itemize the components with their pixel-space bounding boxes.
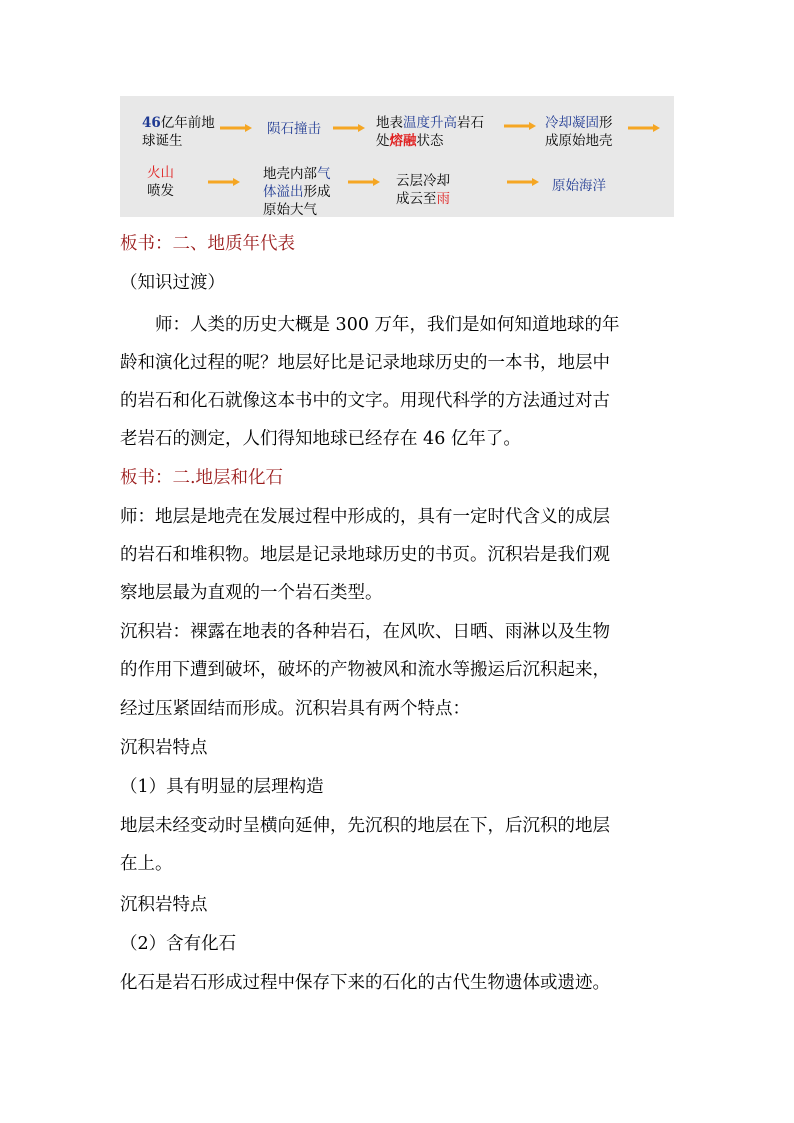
node-line <box>267 120 321 138</box>
node-line <box>552 177 606 195</box>
knowledge-transition-label: （知识过渡） <box>120 273 225 293</box>
arrow-3-icon <box>504 122 536 130</box>
arrow-1-icon <box>220 124 252 132</box>
node-meteorite-impact <box>267 120 321 138</box>
node-cloud-rain <box>396 172 450 208</box>
node-text-segment: 陨石撞击 <box>267 121 321 137</box>
node-primitive-atmosphere <box>263 165 331 219</box>
node-line <box>263 201 331 219</box>
board-heading-geologic-timescale: 板书：二、地质年代表 <box>120 234 295 254</box>
arrow-5-icon <box>208 178 240 186</box>
node-line <box>142 114 215 132</box>
node-text-segment: 46 <box>142 115 161 131</box>
feature-1-desc-line-1: 地层未经变动时呈横向延伸，先沉积的地层在下，后沉积的地层 <box>120 816 610 836</box>
node-text-segment: 球诞生 <box>142 133 183 149</box>
node-text-segment: 形成 <box>303 184 331 200</box>
node-text-segment: 地表 <box>376 115 403 131</box>
node-line <box>263 165 331 183</box>
node-text-segment: 原始海洋 <box>552 178 606 194</box>
feature-2-item: （2）含有化石 <box>120 934 237 954</box>
node-text-segment: 冷却凝固 <box>545 115 599 131</box>
arrow-2-icon <box>333 124 365 132</box>
paragraph-teacher-line-3: 的岩石和化石就像这本书中的文字。用现代科学的方法通过对古 <box>120 391 610 411</box>
paragraph-teacher-line-2: 龄和演化过程的呢？地层好比是记录地球历史的一本书，地层中 <box>120 353 610 373</box>
node-crust-formation <box>545 114 613 150</box>
paragraph-sedimentary-line-2: 的作用下遭到破坏，破坏的产物被风和流水等搬运后沉积起来， <box>120 660 610 680</box>
node-line <box>376 132 484 150</box>
feature-2-title: 沉积岩特点 <box>120 895 208 915</box>
paragraph-teacher-line-1: 师：人类的历史大概是 300 万年，我们是如何知道地球的年 <box>120 315 620 335</box>
node-line <box>545 114 613 132</box>
node-text-segment: 成云至 <box>396 191 437 207</box>
node-line <box>545 132 613 150</box>
node-line <box>396 190 450 208</box>
formation-flow-diagram <box>120 96 674 217</box>
arrow-4-icon <box>628 124 660 132</box>
feature-2-desc-line-1: 化石是岩石形成过程中保存下来的石化的古代生物遗体或遗迹。 <box>120 973 610 993</box>
node-text-segment: 成原始地壳 <box>545 133 613 149</box>
node-earth-birth <box>142 114 215 150</box>
paragraph-sedimentary-line-1: 沉积岩：裸露在地表的各种岩石，在风吹、日晒、雨淋以及生物 <box>120 622 610 642</box>
node-text-segment: 熔融 <box>389 133 417 149</box>
node-volcano-eruption <box>147 164 174 200</box>
arrow-7-icon <box>507 178 539 186</box>
node-line <box>147 164 174 182</box>
board-heading-strata-fossils: 板书：二.地层和化石 <box>120 468 284 488</box>
paragraph-sedimentary-line-3: 经过压紧固结而形成。沉积岩具有两个特点： <box>120 699 470 719</box>
node-text-segment: 喷发 <box>147 183 174 199</box>
node-text-segment: 气 <box>317 166 331 182</box>
node-text-segment: 岩石 <box>457 115 484 131</box>
node-line <box>142 132 215 150</box>
node-primitive-ocean <box>552 177 606 195</box>
node-line <box>263 183 331 201</box>
paragraph-strata-line-1: 师：地层是地壳在发展过程中形成的，具有一定时代含义的成层 <box>120 507 610 527</box>
feature-1-desc-line-2: 在上。 <box>120 854 173 874</box>
feature-1-title: 沉积岩特点 <box>120 738 208 758</box>
paragraph-strata-line-2: 的岩石和堆积物。地层是记录地球历史的书页。沉积岩是我们观 <box>120 545 610 565</box>
node-line <box>147 182 174 200</box>
node-text-segment: 处 <box>376 133 390 149</box>
node-text-segment: 云层冷却 <box>396 173 450 189</box>
node-text-segment: 原始大气 <box>263 202 317 218</box>
node-text-segment: 亿年前地 <box>160 115 215 131</box>
node-text-segment: 状态 <box>416 133 444 149</box>
paragraph-strata-line-3: 察地层最为直观的一个岩石类型。 <box>120 583 383 603</box>
node-text-segment: 火山 <box>147 165 174 181</box>
node-line <box>396 172 450 190</box>
node-text-segment: 体溢出 <box>263 184 304 200</box>
node-text-segment: 地壳内部 <box>263 166 317 182</box>
arrow-6-icon <box>348 178 380 186</box>
node-surface-melting <box>376 114 484 150</box>
node-text-segment: 温度升高 <box>403 115 457 131</box>
node-text-segment: 形 <box>599 115 613 131</box>
node-line <box>376 114 484 132</box>
feature-1-item: （1）具有明显的层理构造 <box>120 777 324 797</box>
paragraph-teacher-line-4: 老岩石的测定，人们得知地球已经存在 46 亿年了。 <box>120 429 521 449</box>
node-text-segment: 雨 <box>436 191 450 207</box>
